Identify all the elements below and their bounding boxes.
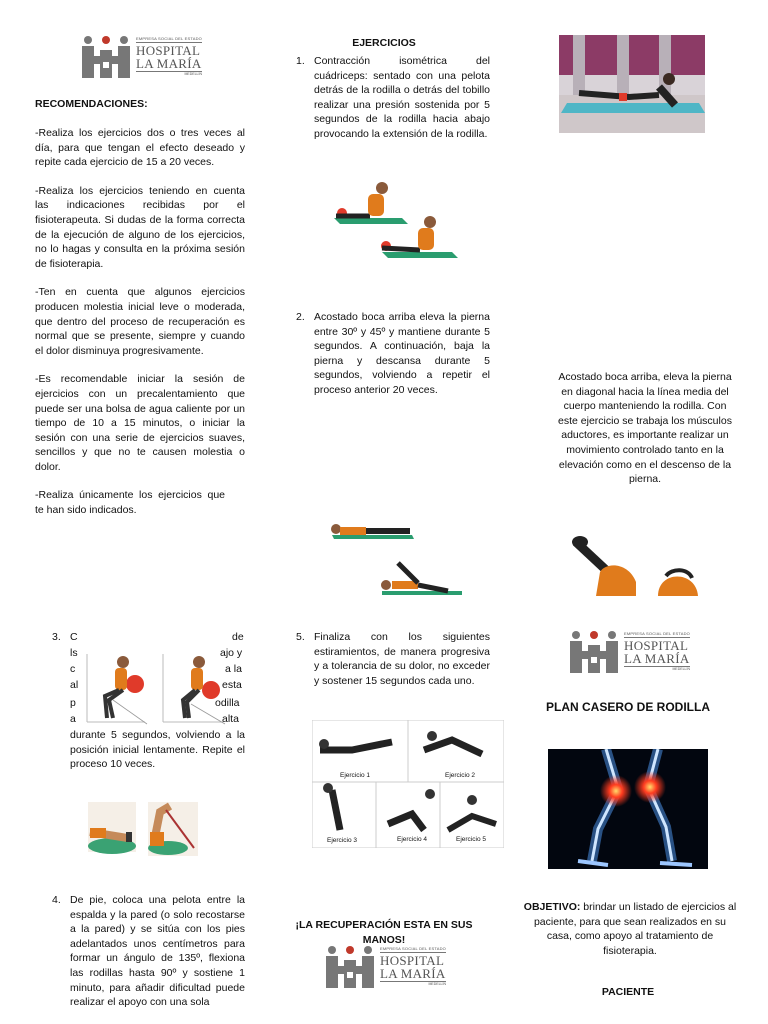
exercise-3-fragment: a — [70, 713, 76, 725]
exercise-3-fragment: ajo y — [220, 647, 243, 659]
exercise-3-fragment: a la — [225, 663, 242, 675]
hospital-logo-icon — [324, 944, 376, 990]
objective-text: brindar un listado de ejercicios al paciente, para que sean realizados en su casa, como apoyo al tratamiento de fisioterapia. — [533, 901, 737, 957]
quadriceps-exercise-illustration — [330, 180, 458, 260]
stretch-label-1: Ejercicio 1 — [340, 772, 370, 779]
exercise-3-fragment: c — [70, 663, 76, 675]
wall-squat-illustration — [85, 652, 235, 728]
band-knee-illustration — [88, 802, 200, 856]
stretch-label-2: Ejercicio 2 — [445, 772, 475, 779]
hospital-logo-icon — [568, 629, 620, 675]
stretch-label-3: Ejercicio 3 — [327, 837, 357, 844]
exercise-3-fragment: esta — [222, 679, 242, 691]
knee-xray-image — [548, 749, 708, 869]
adductor-exercise-photo — [559, 35, 705, 133]
exercise-3-number: 3. — [52, 631, 61, 643]
exercise-4-text: De pie, coloca una pelota entre la espalda y la pared (o solo recostarse a la pared) y se sitúa con los pies adelantados unos centímetros para formar un ángulo de 135º, flexiona las rodillas hasta 90º y sostiene 1 minuto, para añadir dificultad puede realizar el apoyo con una sola — [70, 894, 245, 1009]
exercise-3-fragment: alta — [222, 713, 239, 725]
recommendation-2: -Realiza los ejercicios teniendo en cuenta las indicaciones recibidas por el fisioterapeuta. Si dudas de la forma correcta de la ejecución de alguno de los ejercicios, no lo hagas y consulta en la próxima sesión de fisioterapia. — [35, 184, 245, 270]
hospital-logo-icon — [80, 34, 132, 80]
patient-label: PACIENTE — [601, 986, 655, 998]
exercise-4-number: 4. — [52, 894, 61, 906]
recommendations-list — [35, 126, 245, 532]
exercise-3-fragment: ls — [70, 647, 78, 659]
adductor-exercise-text: Acostado boca arriba, eleva la pierna en diagonal hacia la línea media del cuerpo manteniendo la rodilla. Con este ejercicio se trabaja los músculos aductores, es importante realizar un movimiento controlado tanto en la elevación como en el descenso de la pierna. — [558, 371, 732, 486]
exercise-3-fragment: de — [232, 631, 244, 643]
document-title: PLAN CASERO DE RODILLA — [545, 700, 710, 714]
exercise-3-fragment: al — [70, 679, 79, 691]
hospital-logo: EMPRESA SOCIAL DEL ESTADO HOSPITAL LA MARÍA MEDELLÍN — [80, 34, 202, 80]
stretches-grid — [312, 720, 504, 848]
exercise-3-text: durante 5 segundos, volviendo a la posición inicial lentamente. Repite el proceso 10 veces. — [70, 729, 245, 771]
exercise-1-text: Contracción isométrica del cuádriceps: sentado con una pelota detrás de la rodilla o detrás del tobillo realizar una presión sostenida por 5 segundos de la rodilla hacia abajo provocando la extensión de la rodilla. — [314, 55, 490, 140]
hospital-logo: EMPRESA SOCIAL DEL ESTADO HOSPITAL LA MARÍA MEDELLÍN — [568, 629, 690, 675]
leg-raise-illustration — [326, 515, 462, 595]
recommendation-5: -Realiza únicamente los ejercicios que te han sido indicados. — [35, 489, 225, 517]
slogan: ¡LA RECUPERACIÓN ESTA EN SUS MANOS! — [295, 919, 473, 946]
objective-label: OBJETIVO: — [523, 901, 581, 913]
exercise-5-number: 5. — [296, 631, 305, 643]
adductor-illustration — [566, 520, 706, 596]
exercise-2-text: Acostado boca arriba eleva la pierna entre 30º y 45º y mantiene durante 5 segundos. A continuación, baja la pierna y descansa durante 5 segundos, volviendo a repetir el proceso anterior 20 veces. — [314, 311, 490, 396]
exercise-2-number: 2. — [296, 311, 305, 323]
exercise-5-text: Finaliza con los siguientes estiramientos, de manera progresiva y a tolerancia de su dolor, no exceder y sostener 15 segundos cada uno. — [314, 631, 490, 687]
exercise-3-fragment: p — [70, 697, 76, 709]
exercises-heading: EJERCICIOS — [352, 37, 416, 49]
recommendation-3: -Ten en cuenta que algunos ejercicios producen molestia inicial leve o moderada, que dentro del proceso de recuperación es normal que se presente, siempre y cuando el dolor disminuya progresivamente. — [35, 286, 245, 357]
exercise-1-number: 1. — [296, 55, 305, 67]
stretch-label-4: Ejercicio 4 — [397, 836, 427, 843]
exercise-3-fragment: C — [70, 631, 78, 643]
recommendation-4: -Es recomendable iniciar la sesión de ejercicios con un precalentamiento que puede ser una bolsa de agua caliente por un tiempo de 10 a 15 minutos, o iniciar la sesión con una serie de ejercicios suaves, sencillos y que no te causen molestia o dolor. — [35, 373, 245, 473]
recommendation-1: -Realiza los ejercicios dos o tres veces al día, para que tengan el efecto deseado y repite cada ejercicio de 15 a 20 veces. — [35, 127, 245, 169]
stretch-label-5: Ejercicio 5 — [456, 836, 486, 843]
objective-paragraph — [520, 900, 740, 958]
hospital-logo: EMPRESA SOCIAL DEL ESTADO HOSPITAL LA MARÍA MEDELLÍN — [324, 944, 446, 990]
recommendations-heading: RECOMENDACIONES: — [35, 98, 148, 110]
exercise-3-fragment: odilla — [215, 697, 240, 709]
